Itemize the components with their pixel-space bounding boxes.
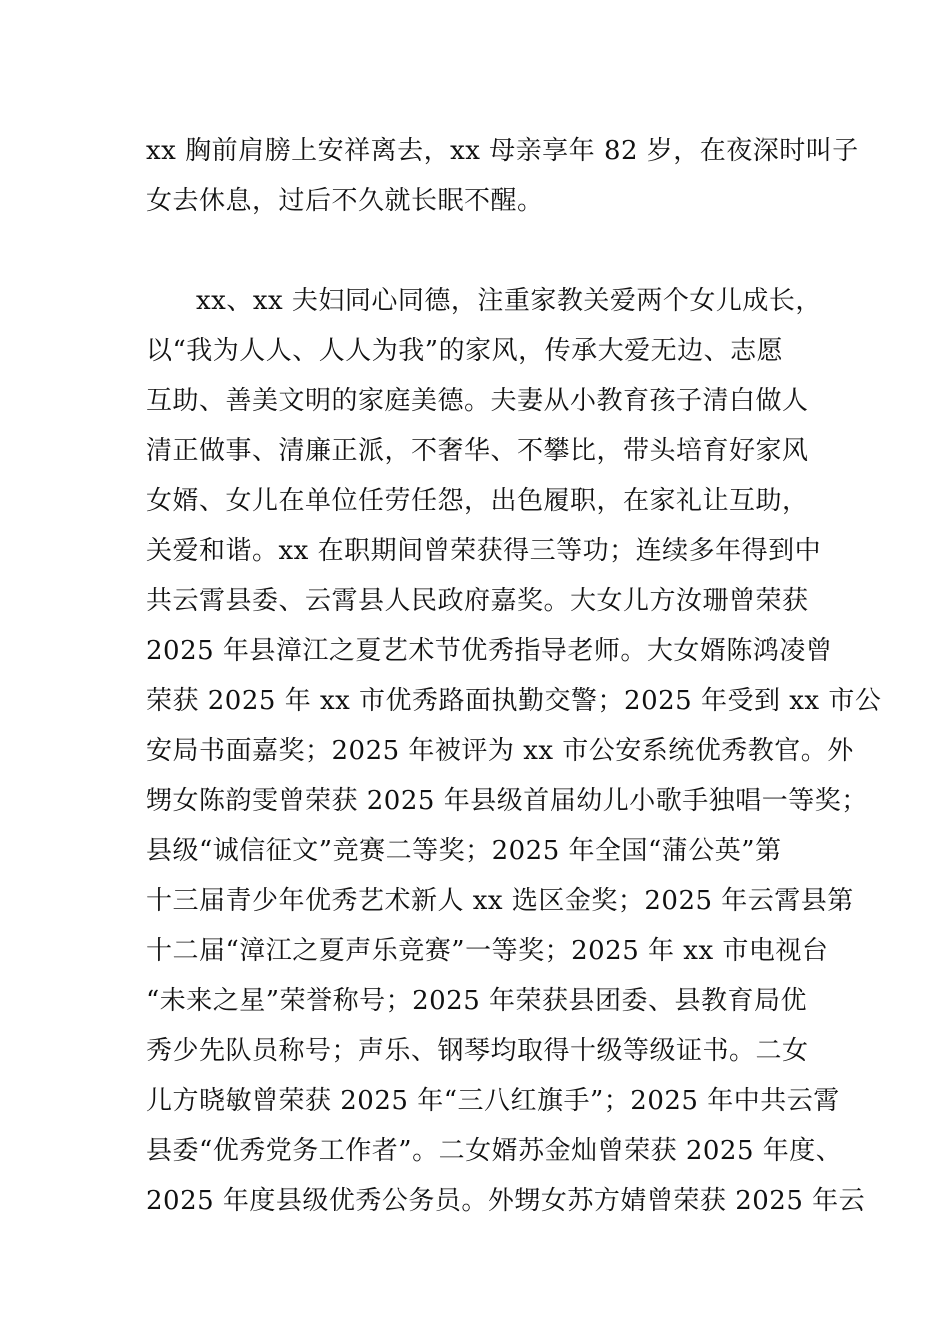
text-line: 女去休息，过后不久就长眠不醒。 bbox=[146, 186, 544, 216]
text-line: 安局书面嘉奖；2025 年被评为 xx 市公安系统优秀教官。外 bbox=[146, 736, 854, 766]
text-line: 十三届青少年优秀艺术新人 xx 选区金奖；2025 年云霄县第 bbox=[146, 886, 854, 916]
text-line: 秀少先队员称号；声乐、钢琴均取得十级等级证书。二女 bbox=[146, 1036, 809, 1066]
text-line: 十二届“漳江之夏声乐竞赛”一等奖；2025 年 xx 市电视台 bbox=[146, 936, 829, 966]
text-line: 女婿、女儿在单位任劳任怨，出色履职，在家礼让互助， bbox=[146, 486, 809, 516]
text-line: 县级“诚信征文”竞赛二等奖；2025 年全国“蒲公英”第 bbox=[146, 836, 782, 866]
text-line: “未来之星”荣誉称号；2025 年荣获县团委、县教育局优 bbox=[146, 986, 808, 1016]
text-line: 关爱和谐。xx 在职期间曾荣获得三等功；连续多年得到中 bbox=[146, 536, 822, 566]
text-line: xx 胸前肩膀上安祥离去，xx 母亲享年 82 岁，在夜深时叫子 bbox=[146, 136, 859, 166]
text-line: 2025 年县漳江之夏艺术节优秀指导老师。大女婿陈鸿凌曾 bbox=[146, 636, 833, 666]
text-line: 甥女陈韵雯曾荣获 2025 年县级首届幼儿小歌手独唱一等奖； bbox=[146, 786, 868, 816]
text-line: 2025 年度县级优秀公务员。外甥女苏方婧曾荣获 2025 年云 bbox=[146, 1186, 866, 1216]
text-line: 共云霄县委、云霄县人民政府嘉奖。大女儿方汝珊曾荣获 bbox=[146, 586, 809, 616]
text-line: 互助、善美文明的家庭美德。夫妻从小教育孩子清白做人 bbox=[146, 386, 809, 416]
text-line: 以“我为人人、人人为我”的家风，传承大爱无边、志愿 bbox=[146, 336, 784, 366]
text-line: xx、xx 夫妇同心同德，注重家教关爱两个女儿成长， bbox=[196, 286, 822, 316]
text-line: 儿方晓敏曾荣获 2025 年“三八红旗手”；2025 年中共云霄 bbox=[146, 1086, 840, 1116]
text-line: 县委“优秀党务工作者”。二女婿苏金灿曾荣获 2025 年度、 bbox=[146, 1136, 843, 1166]
text-line: 清正做事、清廉正派，不奢华、不攀比，带头培育好家风 bbox=[146, 436, 809, 466]
text-line: 荣获 2025 年 xx 市优秀路面执勤交警；2025 年受到 xx 市公 bbox=[146, 686, 882, 716]
